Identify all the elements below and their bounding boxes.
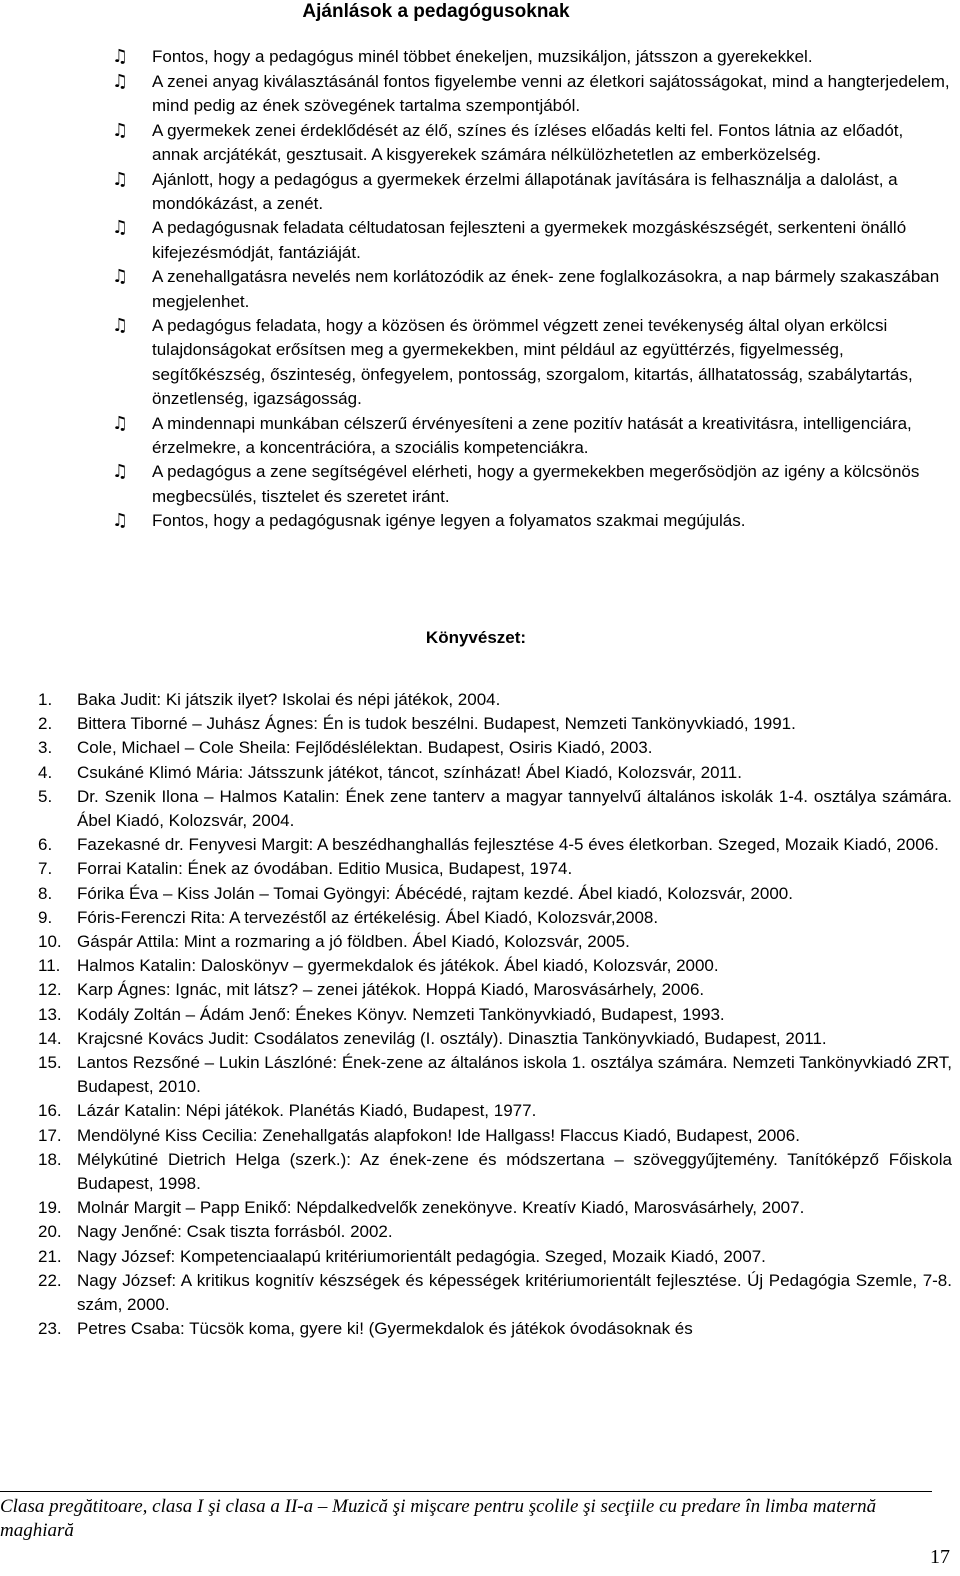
bibliography-entry: 16. Lázár Katalin: Népi játékok. Planétás Kiadó, Budapest, 1977. [38,1101,537,1121]
musical-note-icon: ♫ [112,510,129,532]
musical-note-icon: ♫ [112,70,129,92]
list-item: ♫ A zenei anyag kiválasztásánál fontos figyelembe venni az életkori sajátosságokat, mind a hangterjedelem, mind pedig az ének szövegének tartalma szempontjából. [112,70,950,115]
musical-note-icon: ♫ [112,119,129,141]
list-item: ♫ A pedagógus feladata, hogy a közösen és örömmel végzett zenei tevékenység által olyan erkölcsi tulajdonságokat erősítsen meg a gyermekekben, mint például az együttérzés, figyelmesség, segítőkészség, őszinteség, önfegyelem, pontosság, szorgalom, kitartás, állhatatosság, szabálytartás, önzetlenség, igazságosság. [112,315,913,408]
bibliography-entry: 1. Baka Judit: Ki játszik ilyet? Iskolai és népi játékok, 2004. [38,690,501,709]
list-item: ♫ A pedagógusnak feladata céltudatosan fejleszteni a gyermekek mozgáskészségét, serkenteni önálló kifejezésmódját, fantáziáját. [112,217,907,262]
bibliography-entry: 7. Forrai Katalin: Ének az óvodában. Editio Musica, Budapest, 1974. [38,859,573,879]
musical-note-icon: ♫ [112,266,129,288]
bibliography-entry: 15. Lantos Rezsőné – Lukin Lászlóné: Ének-zene az általános iskola 1. osztálya számára. Nemzeti Tankönyvkiadó ZRT, Budapest, 2010. [38,1053,952,1097]
bibliography-list [38,688,952,1341]
list-item: ♫ A mindennapi munkában célszerű érvényesíteni a zene pozitív hatását a kreativitásra, intelligenciára, érzelmekre, a koncentrációra, a szociális kompetenciákra. [112,412,912,457]
bibliography-entry: 13. Kodály Zoltán – Ádám Jenő: Énekes Könyv. Nemzeti Tankönyvkiadó, Budapest, 1993. [38,1004,725,1024]
bibliography-entry: 3. Cole, Michael – Cole Sheila: Fejlődéslélektan. Budapest, Osiris Kiadó, 2003. [38,738,653,758]
bibliography-entry: 12. Karp Ágnes: Ignác, mit látsz? – zenei játékok. Hoppá Kiadó, Marosvásárhely, 2006. [38,980,705,1000]
bibliography-entry: 5. Dr. Szenik Ilona – Halmos Katalin: Ének zene tanterv a magyar tannyelvű általános iskolák 1-4. osztálya számára. Ábel Kiadó, Kolozsvár, 2004. [38,786,952,831]
recommendations-title: Ajánlások a pedagógusoknak [302,1,570,22]
page-footer: Clasa pregătitoare, clasa I şi clasa a II-a – Muzică şi mişcare pentru şcolile şi secţiile cu predare în limba maternă maghiară [0,1496,877,1541]
bibliography-entry: 20. Nagy Jenőné: Csak tiszta forrásból. 2002. [38,1222,393,1242]
bibliography-entry: 10. Gáspár Attila: Mint a rozmaring a jó földben. Ábel Kiadó, Kolozsvár, 2005. [38,932,630,952]
musical-note-icon: ♫ [112,412,129,434]
bibliography-entry: 6. Fazekasné dr. Fenyvesi Margit: A beszédhanghallás fejlesztése 4-5 éves életkorban. Szeged, Mozaik Kiadó, 2006. [38,835,939,855]
list-item: ♫ Ajánlott, hogy a pedagógus a gyermekek érzelmi állapotának javítására is felhasználja a dalolást, a mondókázást, a zenét. [112,168,898,213]
list-item: ♫ A pedagógus a zene segítségével elérheti, hogy a gyermekekben megerősödjön az igény a kölcsönös megbecsülés, tisztelet és szeretet iránt. [112,461,920,506]
bibliography-title: Könyvészet: [425,628,527,647]
musical-note-icon: ♫ [112,46,129,67]
musical-note-icon: ♫ [112,315,129,337]
bibliography-entry: 14. Krajcsné Kovács Judit: Csodálatos zenevilág (I. osztály). Dinasztia Tankönyvkiadó, Budapest, 2011. [38,1028,827,1048]
recommendations-list [112,45,952,534]
musical-note-icon: ♫ [112,168,129,190]
musical-note-icon: ♫ [112,217,129,239]
bibliography-entry: 21. Nagy József: Kompetenciaalapú kritériumorientált pedagógia. Szeged, Mozaik Kiadó, 2007. [38,1246,766,1266]
page-number: 17 [930,1546,950,1568]
bibliography-entry: 11. Halmos Katalin: Daloskönyv – gyermekdalok és játékok. Ábel kiadó, Kolozsvár, 2000. [38,956,719,976]
bibliography-entry: 18. Mélykútiné Dietrich Helga (szerk.): Az ének-zene és módszertana – szöveggyűjtemény. Tanítóképző Főiskola Budapest, 1998. [38,1149,952,1194]
bibliography-entry: 23. Petres Csaba: Tücsök koma, gyere ki! (Gyermekdalok és játékok óvodásoknak és [38,1319,693,1339]
bibliography-entry: 2. Bittera Tiborné – Juhász Ágnes: Én is tudok beszélni. Budapest, Nemzeti Tankönyvkiadó, 1991. [38,714,796,734]
list-item: ♫ Fontos, hogy a pedagógus minél többet énekeljen, muzsikáljon, játsszon a gyerekekkel. [112,46,813,67]
bibliography-entry: 22. Nagy József: A kritikus kognitív készségek és képességek kritériumorientált fejlesztése. Új Pedagógia Szemle, 7-8. szám, 2000. [38,1270,952,1315]
list-item: ♫ A zenehallgatásra nevelés nem korlátozódik az ének- zene foglalkozásokra, a nap bármely szakaszában megjelenhet. [112,266,940,311]
bibliography-entry: 19. Molnár Margit – Papp Enikő: Népdalkedvelők zenekönyve. Kreatív Kiadó, Marosvásárhely, 2007. [38,1198,805,1218]
list-item: ♫ Fontos, hogy a pedagógusnak igénye legyen a folyamatos szakmai megújulás. [112,510,746,532]
bibliography-entry: 8. Fórika Éva – Kiss Jolán – Tomai Gyöngyi: Ábécédé, rajtam kezdé. Ábel kiadó, Kolozsvár, 2000. [38,883,793,903]
bibliography-entry: 9. Fóris-Ferenczi Rita: A tervezéstől az értékelésig. Ábel Kiadó, Kolozsvár,2008. [38,907,659,927]
musical-note-icon: ♫ [112,461,129,483]
list-item: ♫ A gyermekek zenei érdeklődését az élő, színes és ízléses előadás kelti fel. Fontos látnia az előadót, annak arcjátékát, gesztusait. A kisgyerekek számára nélkülözhetetlen az emberközelség. [112,119,904,164]
bibliography-entry: 17. Mendölyné Kiss Cecilia: Zenehallgatás alapfokon! Ide Hallgass! Flaccus Kiadó, Budapest, 2006. [38,1125,800,1145]
bibliography-entry: 4. Csukáné Klimó Mária: Játsszunk játékot, táncot, színházat! Ábel Kiadó, Kolozsvár, 2011. [38,762,742,782]
footer-divider [0,1491,932,1492]
